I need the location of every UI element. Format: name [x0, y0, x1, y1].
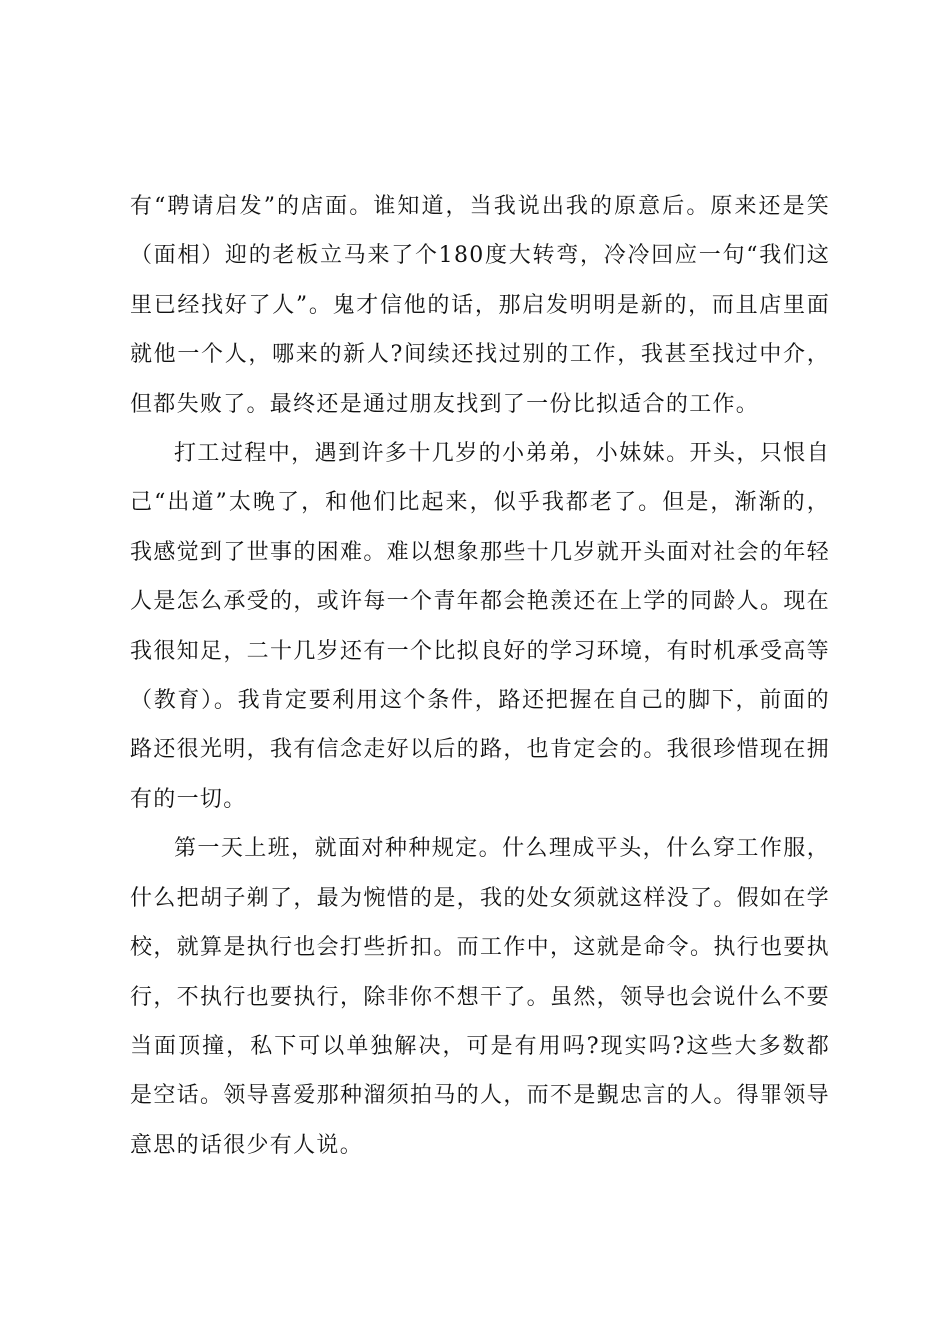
paragraph-first-day: 第一天上班，就面对种种规定。什么理成平头，什么穿工作服，什么把胡子剃了，最为惋惜的是，我的处女须就这样没了。假如在学校，就算是执行也会打些折扣。而工作中，这就是命令。执行也要执行，不执行也要执行，除非你不想干了。虽然，领导也会说什么不要当面顶撞，私下可以单独解决，可是有用吗?现实吗?这些大多数都是空话。领导喜爱那种溜须拍马的人，而不是覲忠言的人。得罪领导意思的话很少有人说。: [130, 836, 830, 1158]
paragraph-continued: 有“聘请启发”的店面。谁知道，当我说出我的原意后。原来还是笑（面相）迎的老板立马来了个180度大转弯，冷冷回应一句“我们这里已经找好了人”。鬼才信他的话，那启发明明是新的，而且店里面就他一个人，哪来的新人?间续还找过别的工作，我甚至找过中介，但都失败了。最终还是通过朋友找到了一份比拟适合的工作。: [130, 194, 830, 417]
body-text: [130, 182, 830, 1170]
paragraph-working-experience: 打工过程中，遇到许多十几岁的小弟弟，小妹妹。开头，只恨自己“出道”太晚了，和他们比起来，似乎我都老了。但是，渐渐的，我感觉到了世事的困难。难以想象那些十几岁就开头面对社会的年轻人是怎么承受的，或许每一个青年都会艳羡还在上学的同龄人。现在我很知足，二十几岁还有一个比拟良好的学习环境，有时机承受高等（教育）。我肯定要利用这个条件，路还把握在自己的脚下，前面的路还很光明，我有信念走好以后的路，也肯定会的。我很珍惜现在拥有的一切。: [130, 441, 830, 812]
